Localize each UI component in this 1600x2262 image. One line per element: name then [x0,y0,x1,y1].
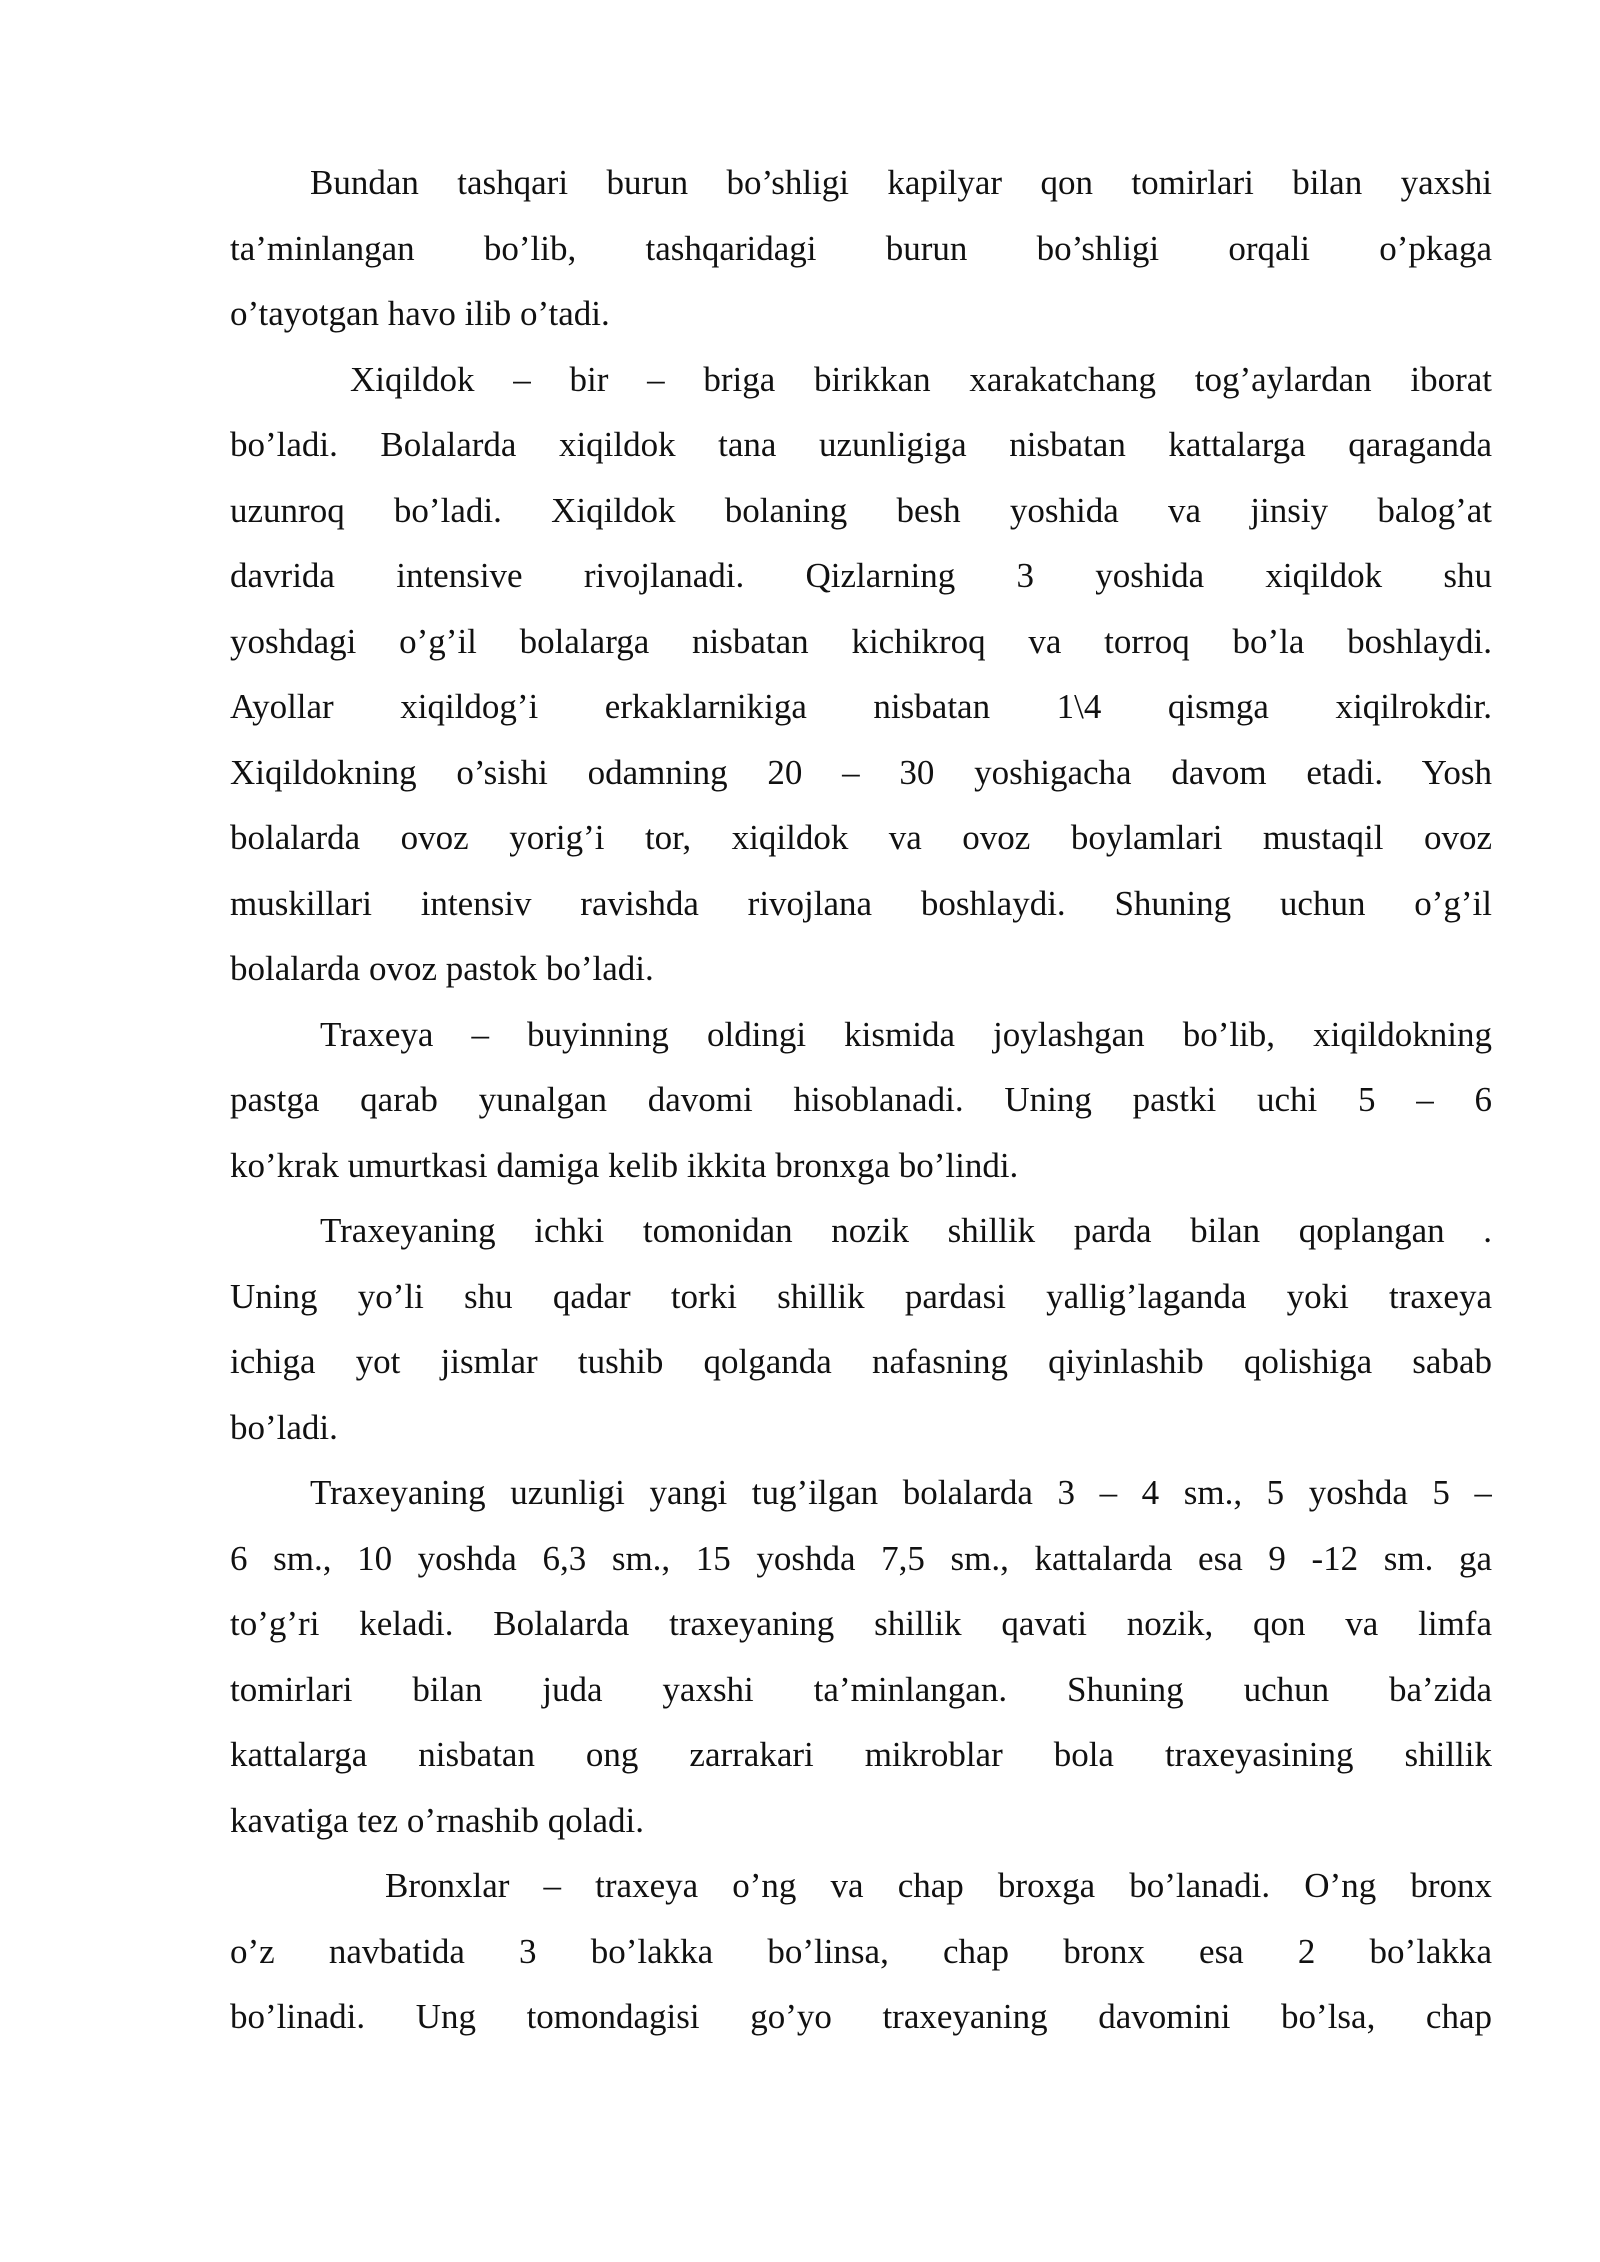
text-line: kattalarga nisbatan ong zarrakari mikroblar bola traxeyasining shillik [230,1735,1492,1774]
text-line: o’tayotgan havo ilib o’tadi. [230,294,610,333]
text-line: Traxeyaning uzunligi yangi tug’ilgan bolalarda 3 – 4 sm., 5 yoshda 5 – [310,1473,1492,1512]
text-line: Bundan tashqari burun bo’shligi kapilyar qon tomirlari bilan yaxshi [310,163,1492,202]
paragraph [230,150,1492,347]
text-line: to’g’ri keladi. Bolalarda traxeyaning shillik qavati nozik, qon va limfa [230,1604,1492,1643]
paragraph [230,347,1492,1002]
text-line: 6 sm., 10 yoshda 6,3 sm., 15 yoshda 7,5 sm., kattalarda esa 9 -12 sm. ga [230,1538,1492,1578]
text-line: davrida intensive rivojlanadi. Qizlarning 3 yoshida xiqildok shu [230,556,1492,595]
text-line: yoshdagi o’g’il bolalarga nisbatan kichikroq va torroq bo’la boshlaydi. [230,621,1492,661]
text-line: bo’linadi. Ung tomondagisi go’yo traxeyaning davomini bo’lsa, chap [230,1997,1492,2036]
text-line: tomirlari bilan juda yaxshi ta’minlangan. Shuning uchun ba’zida [230,1669,1492,1709]
text-line: ichiga yot jismlar tushib qolganda nafasning qiyinlashib qolishiga sabab [230,1342,1492,1381]
text-line: Xiqildok – bir – briga birikkan xarakatchang tog’aylardan iborat [350,359,1492,399]
text-line: muskillari intensiv ravishda rivojlana boshlaydi. Shuning uchun o’g’il [230,883,1492,923]
text-line: bolalarda ovoz pastok bo’ladi. [230,949,654,988]
text-line: o’z navbatida 3 bo’lakka bo’linsa, chap bronx esa 2 bo’lakka [230,1931,1492,1971]
text-line: ta’minlangan bo’lib, tashqaridagi burun bo’shligi orqali o’pkaga [230,228,1492,268]
text-line: bo’ladi. [230,1407,338,1447]
text-line: Bronxlar – traxeya o’ng va chap broxga bo’lanadi. O’ng bronx [385,1866,1492,1905]
text-line: Uning yo’li shu qadar torki shillik pardasi yallig’laganda yoki traxeya [230,1276,1492,1316]
text-line: pastga qarab yunalgan davomi hisoblanadi. Uning pastki uchi 5 – 6 [230,1080,1492,1119]
text-line: kavatiga tez o’rnashib qoladi. [230,1800,645,1840]
paragraph [230,1002,1492,1199]
text-line: Xiqildokning o’sishi odamning 20 – 30 yoshigacha davom etadi. Yosh [230,752,1492,792]
text-line: bolalarda ovoz yorig’i tor, xiqildok va ovoz boylamlari mustaqil ovoz [230,818,1492,857]
text-line: bo’ladi. Bolalarda xiqildok tana uzunligiga nisbatan kattalarga qaraganda [230,425,1492,464]
body-text [230,150,1492,2050]
text-line: Traxeya – buyinning oldingi kismida joylashgan bo’lib, xiqildokning [320,1014,1492,1054]
text-line: Ayollar xiqildog’i erkaklarnikiga nisbatan 1\4 qismga xiqilrokdir. [230,687,1492,726]
paragraph [230,1198,1492,1460]
text-line: ko’krak umurtkasi damiga kelib ikkita bronxga bo’lindi. [230,1145,1019,1185]
paragraph [230,1853,1492,2050]
text-line: Traxeyaning ichki tomonidan nozik shillik parda bilan qoplangan . [320,1211,1492,1250]
paragraph [230,1460,1492,1853]
text-line: uzunroq bo’ladi. Xiqildok bolaning besh yoshida va jinsiy balog’at [230,490,1492,530]
